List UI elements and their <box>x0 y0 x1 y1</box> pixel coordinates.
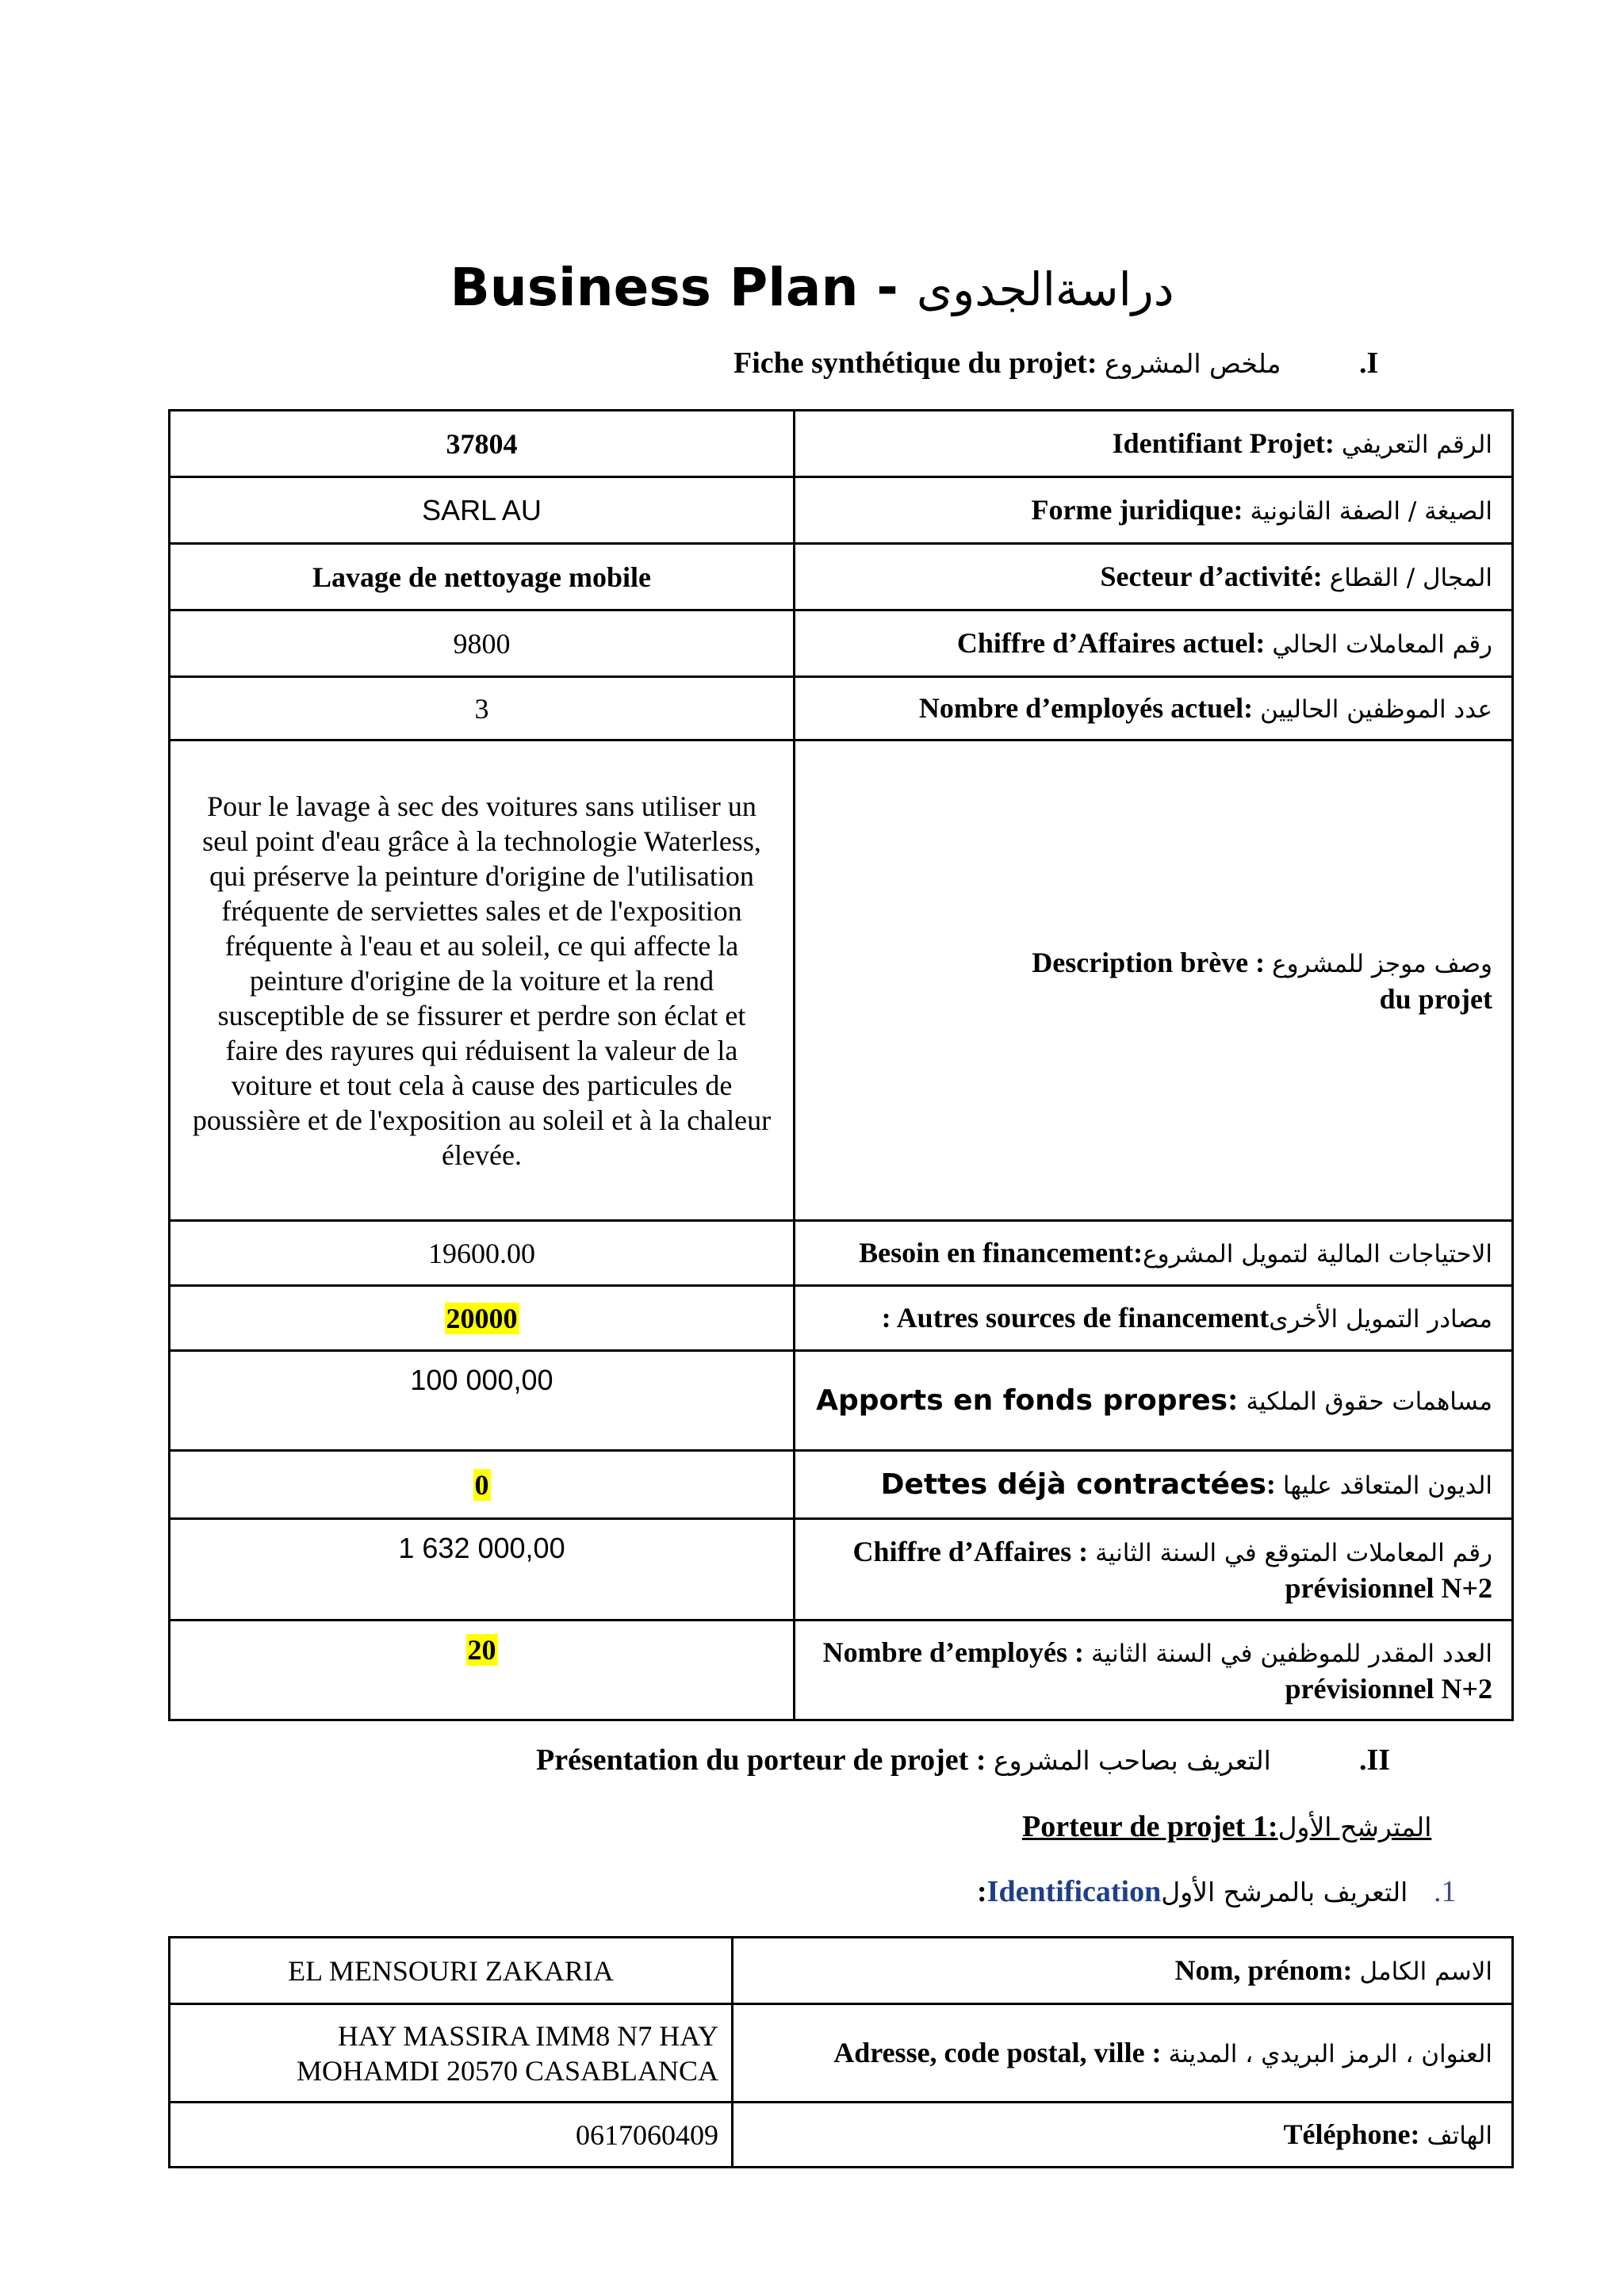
sector-label: Secteur d’activité: المجال / القطاع <box>795 544 1513 610</box>
table-row <box>170 740 1513 1221</box>
table-row <box>170 477 1513 544</box>
current-revenue-value: 9800 <box>170 610 795 677</box>
page-title <box>0 252 1624 325</box>
identity-table <box>168 1936 1514 2168</box>
debts-label: Dettes déjà contractées: الديون المتعاقد عليها <box>795 1451 1513 1519</box>
description-label: Description brève : وصف موجز للمشروع du projet <box>795 740 1513 1221</box>
project-id-label: Identifiant Projet: الرقم التعريفي <box>795 411 1513 477</box>
forecast-employees-value: 20 <box>170 1621 795 1720</box>
identification-number: .1 <box>1434 1875 1457 1908</box>
description-value: Pour le lavage à sec des voitures sans utiliser un seul point d'eau grâce à la technologie Waterless, qui préserve la peinture d'origine de l'utilisation fréquente de serviettes sales et de l'exposition fréquente à l'eau et au soleil, ce qui affecte la peinture d'origine de la voiture et la rend susceptible de se fissurer et perdre son éclat et faire des rayures qui réduisent la valeur de la voiture et tout cela à cause des particules de poussière et de l'exposition au soleil et à la chaleur élevée. <box>170 740 795 1221</box>
title-arabic: دراسةالجدوى <box>916 262 1174 316</box>
name-value: EL MENSOURI ZAKARIA <box>170 1938 733 2004</box>
other-funding-label: : Autres sources de financementمصادر التمويل الأخرى <box>795 1286 1513 1351</box>
phone-value: 0617060409 <box>170 2103 733 2168</box>
identification-heading: :Identificationالتعريف بالمرشح الأول <box>977 1875 1408 1908</box>
forecast-revenue-value: 1 632 000,00 <box>170 1519 795 1621</box>
section1-label: Fiche synthétique du projet <box>733 346 1087 380</box>
equity-value: 100 000,00 <box>170 1351 795 1451</box>
table-row <box>170 2103 1513 2168</box>
forecast-revenue-label: Chiffre d’Affaires : رقم المعاملات المتوقع في السنة الثانية prévisionnel N+2 <box>795 1519 1513 1621</box>
legal-form-value: SARL AU <box>170 477 795 544</box>
table-row <box>170 677 1513 740</box>
table-row <box>170 411 1513 477</box>
section1-arabic: ملخص المشروع <box>1104 348 1281 379</box>
address-label: Adresse, code postal, ville : العنوان ، الرمز البريدي ، المدينة <box>733 2004 1513 2103</box>
porteur-arabic: المترشح الأول <box>1277 1812 1432 1843</box>
identification-arabic: التعريف بالمرشح الأول <box>1161 1877 1408 1908</box>
table-row <box>170 1286 1513 1351</box>
funding-need-label: Besoin en financement:الاحتياجات المالية لتمويل المشروع <box>795 1221 1513 1286</box>
address-value: HAY MASSIRA IMM8 N7 HAY MOHAMDI 20570 CASABLANCA <box>170 2004 733 2103</box>
project-id-value: 37804 <box>170 411 795 477</box>
name-label: Nom, prénom: الاسم الكامل <box>733 1938 1513 2004</box>
phone-label: Téléphone: الهاتف <box>733 2103 1513 2168</box>
debts-value: 0 <box>170 1451 795 1519</box>
table-row <box>170 1519 1513 1621</box>
current-employees-label: Nombre d’employés actuel: عدد الموظفين الحاليين <box>795 677 1513 740</box>
table-row <box>170 1938 1513 2004</box>
equity-label: Apports en fonds propres: مساهمات حقوق الملكية <box>795 1351 1513 1451</box>
table-row <box>170 1451 1513 1519</box>
table-row <box>170 1351 1513 1451</box>
sector-value: Lavage de nettoyage mobile <box>170 544 795 610</box>
table-row <box>170 1621 1513 1720</box>
current-revenue-label: Chiffre d’Affaires actuel: رقم المعاملات الحالي <box>795 610 1513 677</box>
table-row <box>170 544 1513 610</box>
current-employees-value: 3 <box>170 677 795 740</box>
title-latin: Business Plan - <box>450 257 898 318</box>
table-row <box>170 1221 1513 1286</box>
section1-number: .I <box>1359 346 1379 380</box>
identification-label: Identification <box>986 1875 1162 1908</box>
section2-heading: Présentation du porteur de projet : التعريف بصاحب المشروع <box>536 1743 1271 1777</box>
other-funding-value: 20000 <box>170 1286 795 1351</box>
project-summary-table <box>168 409 1514 1721</box>
table-row <box>170 610 1513 677</box>
table-row <box>170 2004 1513 2103</box>
section1-heading: Fiche synthétique du projet: ملخص المشروع <box>733 346 1281 380</box>
funding-need-value: 19600.00 <box>170 1221 795 1286</box>
section2-label: Présentation du porteur de projet <box>536 1743 969 1777</box>
porteur-label: Porteur de projet 1 <box>1022 1810 1268 1843</box>
legal-form-label: Forme juridique: الصيغة / الصفة القانونية <box>795 477 1513 544</box>
section2-number: .II <box>1359 1743 1391 1777</box>
forecast-employees-label: Nombre d’employés : العدد المقدر للموظفين في السنة الثانية prévisionnel N+2 <box>795 1621 1513 1720</box>
section2-arabic: التعريف بصاحب المشروع <box>993 1745 1271 1776</box>
porteur-heading: Porteur de projet 1:المترشح الأول <box>1022 1810 1432 1843</box>
